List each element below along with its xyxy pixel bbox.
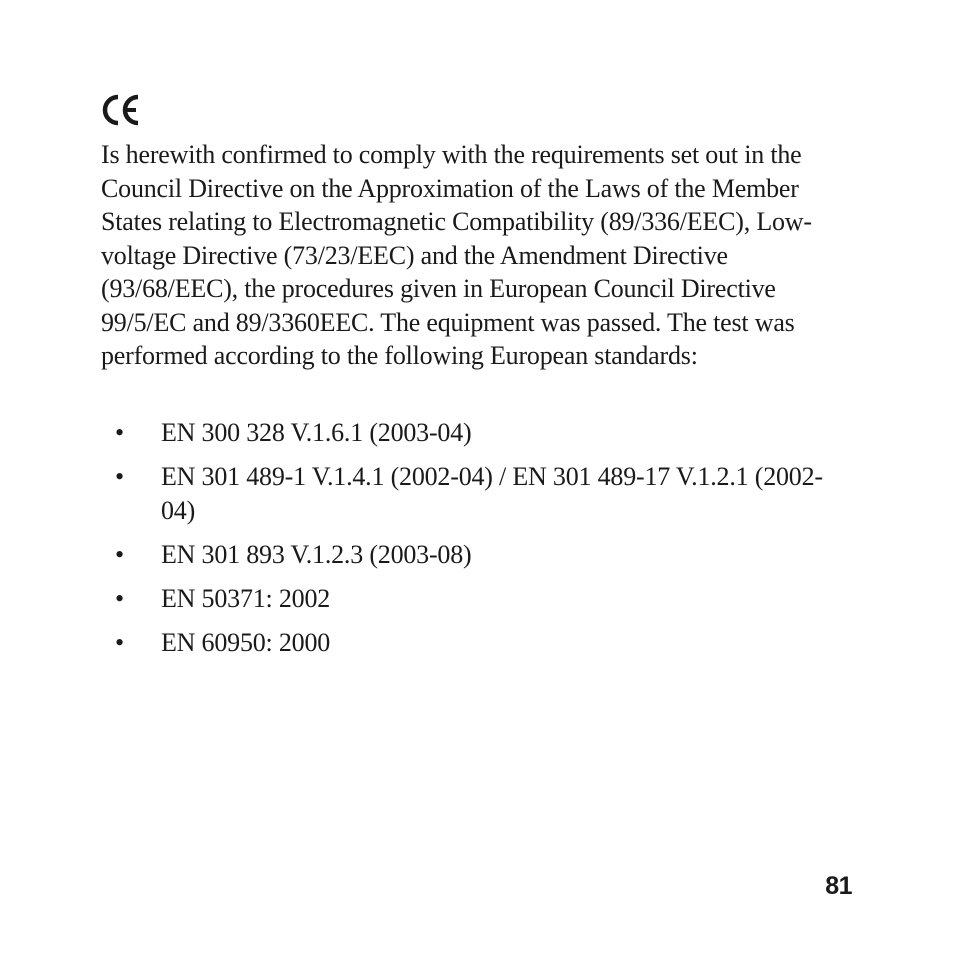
ce-conformity-icon (101, 93, 141, 127)
bullet: • (115, 539, 124, 569)
bullet: • (115, 418, 124, 447)
list-item (101, 626, 841, 660)
standard-text: EN 50371: 2002 (161, 583, 331, 613)
page-number: 81 (825, 872, 852, 900)
list-item (101, 416, 841, 450)
standard-text: EN 301 893 V.1.2.3 (2003-08) (161, 539, 472, 569)
standard-text: EN 301 489-1 V.1.4.1 (2002-04) / EN 301 489-17 V.1.2.1 (2002-04) (161, 462, 823, 525)
list-item (101, 538, 841, 572)
standards-list (101, 416, 841, 670)
standard-text: EN 300 328 V.1.6.1 (2003-04) (161, 418, 472, 447)
compliance-paragraph: Is herewith confirmed to comply with the requirements set out in the Council Directive on the Approximation of the Laws of the Member States relating to Electromagnetic Compatibility (89/336/EEC), Low-voltage Directive (73/23/EEC) and the Amendment Directive (93/68/EEC), the procedures given in European Council Directive 99/5/EC and 89/3360EEC. The equipment was passed. The test was performed according to the following European standards: (101, 140, 812, 370)
bullet: • (115, 583, 124, 613)
list-item (101, 460, 841, 527)
list-item (101, 582, 841, 616)
standard-text: EN 60950: 2000 (161, 627, 331, 657)
bullet: • (115, 627, 124, 657)
bullet: • (115, 462, 124, 491)
